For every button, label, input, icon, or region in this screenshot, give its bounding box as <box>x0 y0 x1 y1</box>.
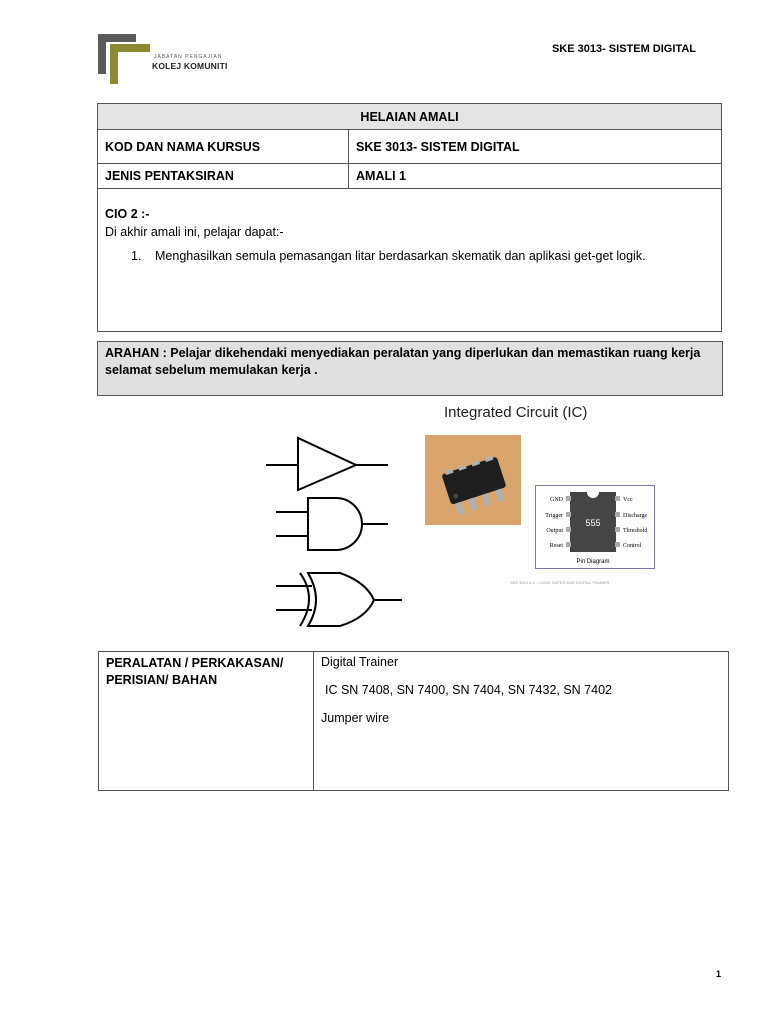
pin-label: Output <box>546 528 563 534</box>
instructions-text: ARAHAN : Pelajar dikehendaki menyediakan peralatan yang diperlukan dan memastikan ruang kerja selamat sebelum memulakan kerja . <box>105 346 701 377</box>
assessment-label: JENIS PENTAKSIRAN <box>98 164 349 189</box>
equipment-values <box>314 652 729 791</box>
pin-label: Threshold <box>623 528 648 534</box>
clo-item <box>131 249 714 263</box>
chip-label: 555 <box>585 518 601 528</box>
pin-diagram-caption: Pin Diagram <box>576 559 610 565</box>
logo-brand: KOLEJ KOMUNITI <box>152 61 228 71</box>
logo-tagline: JABATAN PENGAJIAN <box>154 54 223 60</box>
pin-label: GND <box>550 497 563 503</box>
equipment-item: Digital Trainer <box>321 655 399 669</box>
clo-item-text: Menghasilkan semula pemasangan litar berdasarkan skematik dan aplikasi get-get logik. <box>155 249 646 263</box>
pin-label: Reset <box>549 543 563 549</box>
clo-item-number: 1. <box>131 249 142 263</box>
clo-intro: Di akhir amali ini, pelajar dapat:- <box>105 225 284 239</box>
and-gate-symbol <box>276 498 388 550</box>
clo-section <box>98 189 722 332</box>
instructions-box <box>97 341 723 396</box>
assessment-value: AMALI 1 <box>349 164 722 189</box>
ic-figure-title: Integrated Circuit (IC) <box>444 404 588 421</box>
pin-label: Vcc <box>623 497 633 503</box>
clo-title: CIO 2 :- <box>105 207 150 221</box>
course-label: KOD DAN NAMA KURSUS <box>98 130 349 164</box>
table-heading: HELAIAN AMALI <box>98 104 722 130</box>
pin-label: Discharge <box>623 513 648 519</box>
college-logo <box>98 34 228 86</box>
ic-chip-photo <box>425 435 521 525</box>
logic-gate-symbols <box>262 432 412 632</box>
pin-label: Control <box>623 543 642 549</box>
ic-chip-image <box>425 435 521 525</box>
ic-pin-diagram <box>535 485 655 569</box>
equipment-item: Jumper wire <box>321 711 390 725</box>
buffer-gate-symbol <box>266 438 388 490</box>
equipment-label: PERALATAN / PERKAKASAN/ PERISIAN/ BAHAN <box>99 652 314 791</box>
page-number: 1 <box>716 969 722 979</box>
header-course-code: SKE 3013- SISTEM DIGITAL <box>551 43 696 55</box>
figure-source-caption: SKE 3013 A.1 - LOGIC GATES AND DIGITAL TRAINER <box>510 580 610 585</box>
pin-label: Trigger <box>545 513 563 519</box>
equipment-item: IC SN 7408, SN 7400, SN 7404, SN 7432, SN 7402 <box>325 683 612 697</box>
info-table <box>97 103 722 332</box>
pin-diagram-drawing <box>536 486 654 568</box>
course-value: SKE 3013- SISTEM DIGITAL <box>349 130 722 164</box>
equipment-table <box>98 651 729 791</box>
or-gate-symbol <box>276 573 402 626</box>
